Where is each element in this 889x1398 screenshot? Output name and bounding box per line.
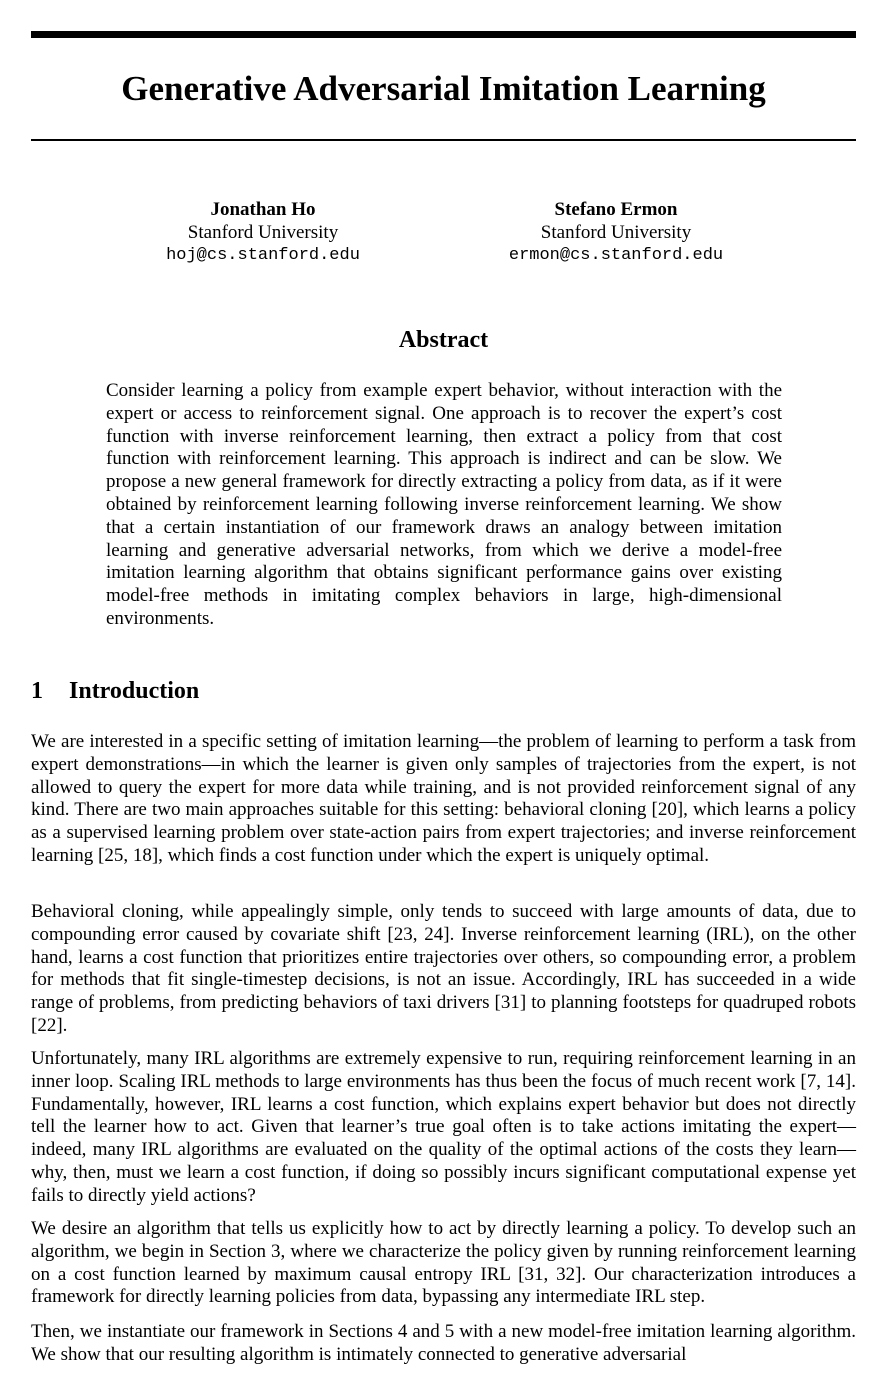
section-title: Introduction: [69, 678, 200, 704]
body-paragraph: Unfortunately, many IRL algorithms are extremely expensive to run, requiring reinforcement learning in an inner loop. Scaling IRL methods to large environments has thus been the focus of much recent work [7, 14]. Fundamentally, however, IRL learns a cost function, which explains expert behavior but does not directly tell the learner how to act. Given that learner’s true goal often is to take actions imitating the expert—indeed, many IRL algorithms are evaluated on the quality of the optimal actions of the costs they learn—why, then, must we learn a cost function, if doing so possibly incurs significant computational expense yet fails to directly yield actions?: [31, 1048, 856, 1206]
author-email: ermon@cs.stanford.edu: [508, 246, 724, 265]
author-block: [141, 198, 385, 267]
paper-title: Generative Adversarial Imitation Learning: [121, 69, 766, 108]
author-name: Jonathan Ho: [210, 199, 316, 220]
author-affiliation: Stanford University: [187, 222, 339, 243]
body-paragraph: Behavioral cloning, while appealingly simple, only tends to succeed with large amounts of data, due to compounding error caused by covariate shift [23, 24]. Inverse reinforcement learning (IRL), on the other hand, learns a cost function that prioritizes entire trajectories over others, so compounding error, a problem for methods that fit single-timestep decisions, is not an issue. Accordingly, IRL has succeeded in a wide range of problems, from predicting behaviors of taxi drivers [31] to planning footsteps for quadruped robots [22].: [31, 901, 856, 1036]
body-paragraph: Then, we instantiate our framework in Sections 4 and 5 with a new model-free imitation learning algorithm. We show that our resulting algorithm is intimately connected to generative adversarial: [31, 1321, 856, 1365]
author-affiliation: Stanford University: [540, 222, 692, 243]
author-block: [496, 198, 736, 267]
author-email: hoj@cs.stanford.edu: [166, 246, 360, 265]
title-top-rule: [31, 31, 856, 38]
author-name: Stefano Ermon: [554, 199, 678, 220]
section-number: 1: [31, 678, 43, 704]
body-paragraph: We desire an algorithm that tells us explicitly how to act by directly learning a policy. To develop such an algorithm, we begin in Section 3, where we characterize the policy given by running reinforcement learning on a cost function learned by maximum causal entropy IRL [31, 32]. Our characterization introduces a framework for directly learning policies from data, bypassing any intermediate IRL step.: [31, 1218, 856, 1308]
title-bottom-rule: [31, 139, 856, 141]
abstract-heading: Abstract: [398, 327, 489, 353]
section-heading: [31, 676, 199, 706]
body-paragraph: We are interested in a specific setting of imitation learning—the problem of learning to perform a task from expert demonstrations—in which the learner is given only samples of trajectories from the expert, is not allowed to query the expert for more data while training, and is not provided reinforcement signal of any kind. There are two main approaches suitable for this setting: behavioral cloning [20], which learns a policy as a supervised learning problem over state-action pairs from expert trajectories; and inverse reinforcement learning [25, 18], which finds a cost function under which the expert is uniquely optimal.: [31, 731, 856, 866]
abstract-text: Consider learning a policy from example expert behavior, without interaction with the expert or access to reinforcement signal. One approach is to recover the expert’s cost function with inverse reinforcement learning, then extract a policy from that cost function with reinforcement learning. This approach is indirect and can be slow. We propose a new general framework for directly extracting a policy from data, as if it were obtained by reinforcement learning following inverse reinforcement learning. We show that a certain instantiation of our framework draws an analogy between imitation learning and generative adversarial networks, from which we derive a model-free imitation learning algorithm that obtains significant performance gains over existing model-free methods in imitating complex behaviors in large, high-dimensional environments.: [106, 380, 782, 629]
